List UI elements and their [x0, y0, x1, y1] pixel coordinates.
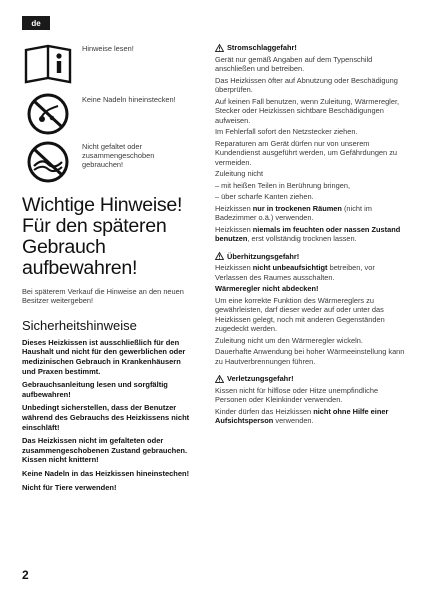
injury-text-2: Kinder dürfen das Heizkissen nicht ohne Hilfe einer Aufsichtsperson verwenden. — [215, 406, 389, 425]
injury-warning-title: Verletzungsgefahr! — [227, 374, 294, 383]
cover-heading: Wärmeregler nicht abdecken! — [215, 284, 319, 293]
overheat-warning-heading — [215, 252, 405, 262]
safety-paragraph-5: Keine Nadeln in das Heizkissen hineinstechen! — [22, 468, 190, 478]
warning-triangle-icon — [215, 375, 224, 383]
shock-text-5: Reparaturen am Gerät dürfen nur von unserem Kundendienst ausgeführt werden, um Gefährdungen zu vermeiden. — [215, 138, 398, 167]
left-column — [22, 195, 192, 496]
shock-dash-1: – mit heißen Teilen in Berührung bringen, — [215, 180, 351, 190]
icon-row-read — [22, 42, 192, 86]
shock-text-4: Im Fehlerfall sofort den Netzstecker ziehen. — [215, 127, 358, 136]
no-folded-use-icon — [22, 140, 74, 184]
injury-warning-heading — [215, 374, 405, 384]
right-column — [215, 43, 405, 428]
warning-triangle-icon — [215, 252, 224, 260]
cover-text-3: Dauerhafte Anwendung bei hoher Wärmeeinstellung kann zu Hautverbrennungen führen. — [215, 347, 405, 366]
safety-paragraph-3: Unbedingt sicherstellen, dass der Benutzer während des Gebrauchs des Heizkissens nicht einschläft! — [22, 403, 190, 432]
no-needles-icon — [22, 92, 74, 136]
safety-paragraph-6: Nicht für Tiere verwenden! — [22, 482, 117, 492]
shock-dash-2: – über scharfe Kanten ziehen. — [215, 192, 314, 201]
safety-paragraph-4: Das Heizkissen nicht im gefalteten oder zusammengeschobenen Zustand gebrauchen. Kissen nicht knittern! — [22, 436, 188, 465]
warning-triangle-icon — [215, 44, 224, 52]
icon-row-needles — [22, 92, 192, 136]
shock-text-1: Gerät nur gemäß Angaben auf dem Typenschild anschließen und betreiben. — [215, 54, 373, 73]
overheat-text: Heizkissen nicht unbeaufsichtigt betreiben, vor Verlassen des Raumes ausschalten. — [215, 263, 375, 282]
shock-text-6: Zuleitung nicht — [215, 169, 264, 178]
cover-text-2: Zuleitung nicht um den Wärmeregler wickeln. — [215, 335, 363, 345]
read-instructions-icon — [22, 42, 74, 86]
injury-text-1: Kissen nicht für hilflose oder Hitze unempfindliche Personen oder Kleinkinder verwenden. — [215, 385, 379, 404]
read-instructions-label: Hinweise lesen! — [82, 44, 134, 53]
safety-heading: Sicherheitshinweise — [22, 317, 137, 333]
cover-text-1: Um eine korrekte Funktion des Wärmereglers zu gewährleisten, darf dieser weder auf oder unter das Heizkissen gelegt, noch mit anderen Gegenständen zugedeckt werden. — [215, 295, 385, 333]
shock-text-3: Auf keinen Fall benutzen, wenn Zuleitung, Wärmeregler, Stecker oder Heizkissen sichtbare Beschädigungen aufweisen. — [215, 96, 400, 125]
safety-paragraph-1: Dieses Heizkissen ist ausschließlich für den Haushalt und nicht für den gewerblichen oder medizinischen Gebrauch in Krankenhäusern und Praxen bestimmt. — [22, 337, 186, 376]
wet-state-text: Heizkissen niemals im feuchten oder nassen Zustand benutzen, erst vollständig trocknen lassen. — [215, 224, 401, 243]
no-folded-use-label: Nicht gefaltet oder zusammengeschoben gebrauchen! — [82, 142, 155, 170]
intro-text: Bei späterem Verkauf die Hinweise an den neuen Besitzer weitergeben! — [22, 287, 184, 306]
overheat-warning-title: Überhitzungsgefahr! — [227, 251, 300, 261]
shock-warning-title: Stromschlaggefahr! — [227, 43, 297, 52]
page-number: 2 — [22, 568, 29, 582]
shock-text-2: Das Heizkissen öfter auf Abnutzung oder Beschädigung überprüfen. — [215, 75, 398, 94]
shock-warning-heading — [215, 43, 405, 53]
icon-row-folded — [22, 140, 192, 184]
safety-paragraph-2: Gebrauchsanleitung lesen und sorgfältig aufbewahren! — [22, 380, 168, 399]
page-title: Wichtige Hinweise! Für den späteren Gebrauch aufbewahren! — [22, 194, 183, 279]
dry-rooms-text: Heizkissen nur in trockenen Räumen (nicht im Badezimmer o.ä.) verwenden. — [215, 203, 372, 222]
no-needles-label: Keine Nadeln hineinstecken! — [82, 95, 176, 104]
language-tab: de — [22, 16, 50, 30]
